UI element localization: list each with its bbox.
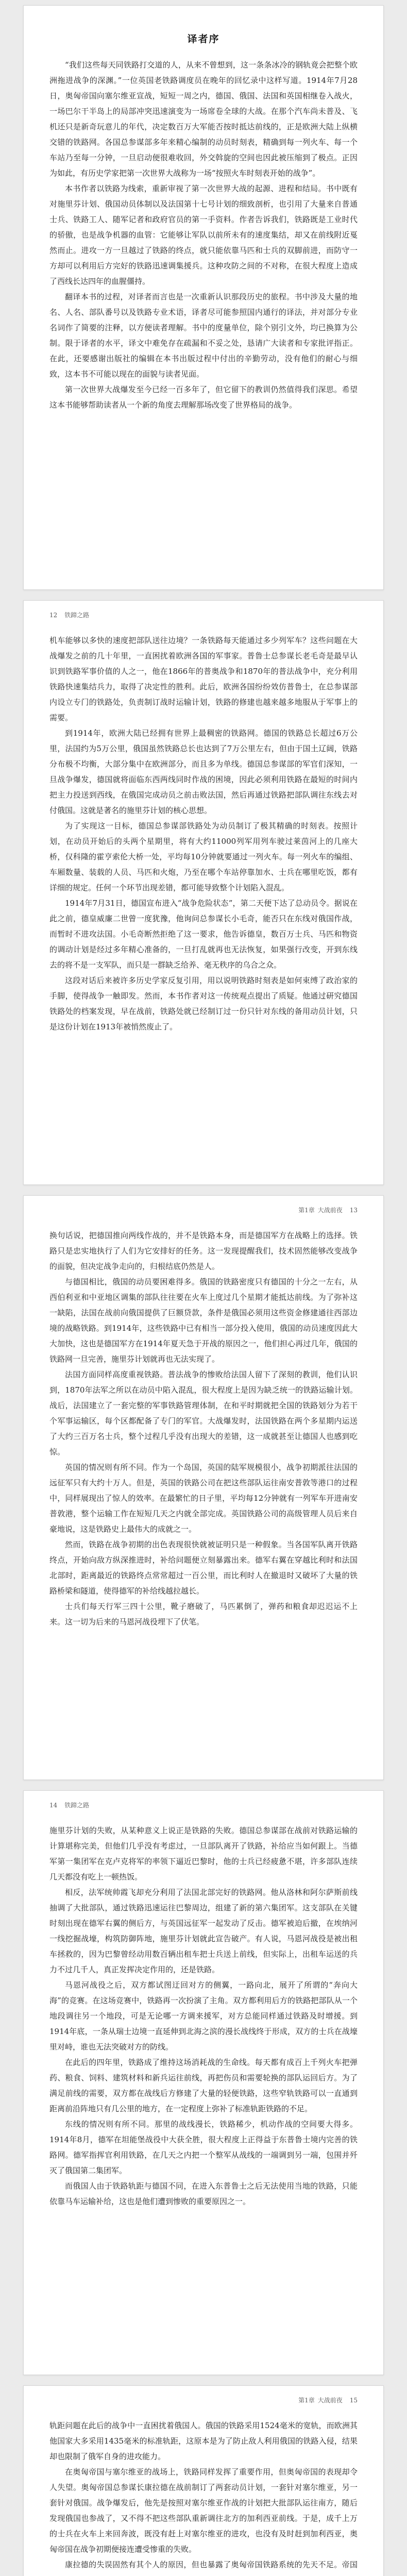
paragraph: 在奥匈帝国与塞尔维亚的战场上，铁路同样发挥了重要作用，但奥匈帝国的表现却令人失望。奥匈帝国总参谋长康拉德在战前制订了两套动员计划，一套针对塞尔维亚，另一套针对俄国。战争爆发后，他先是按照对塞尔维亚作战的计划把大批部队运往南方，随后发现俄国也参战了，又不得不把这些部队重新调往北方的加利西亚前线。于是，成千上万的士兵在火车上来回奔波，既没有赶上对塞尔维亚的进攻，也没有及时赶到加利西亚，奥匈帝国在战争初期便接连遭受惨重的失败。: [49, 2467, 358, 2554]
paragraph: 康拉德的失误固然有其个人的原因，但也暴露了奥匈帝国铁路系统的先天不足。帝国: [65, 2560, 358, 2569]
paragraph: 机车能够以多快的速度把部队送往边境？一条铁路每天能通过多少列军车？这些问题在大战爆发之前的几十年里，一直困扰着欧洲各国的军事家。普鲁士总参谋长老毛奇是最早认识到铁路军事价值的人之一，他在1866年的普奥战争和1870年的普法战争中，充分利用铁路快速集结兵力，取得了决定性的胜利。此后，欧洲各国纷纷效仿普鲁士，在总参谋部内设立专门的铁路处，负责制订战时运输计划，铁路的修建也越来越多地服从于军事上的需要。: [49, 636, 358, 722]
paragraph: 轨距问题在此后的战争中一直困扰着俄国人。俄国的铁路采用1524毫米的宽轨，而欧洲其他国家大多采用1435毫米的标准轨距，这原本是为了防止敌人利用俄国的铁路入侵，结果却也限制了俄军自身的进攻能力。: [49, 2421, 358, 2461]
paragraph: 1914年7月31日，德国宣布进入“战争危险状态”，第二天便下达了总动员令。据说在此之前，德皇威廉二世曾一度犹豫，他询问总参谋长小毛奇，能否只在东线对俄国作战，而暂时不进攻法国。小毛奇断然拒绝了这一要求，他告诉德皇，数百万士兵、马匹和物资的调动计划是经过多年精心准备的，一旦打乱就再也无法恢复，如果强行改变，开到东线去的将不是一支军队，而只是一群缺乏给养、毫无秩序的乌合之众。: [49, 899, 358, 970]
paragraph: “我们这些每天同铁路打交道的人，从来不曾想到，这一条条冰冷的钢轨竟会把整个欧洲拖进战争的深渊。”一位英国老铁路调度员在晚年的回忆录中这样写道。1914年7月28日，奥匈帝国向塞尔维亚宣战，短短一周之内，德国、俄国、法国和英国相继卷入战火，一场巴尔干半岛上的局部冲突迅速演变为一场席卷全球的大战。在那个汽车尚未普及、飞机还只是新奇玩意儿的年代，决定数百万大军能否按时抵达前线的，正是欧洲大陆上纵横交错的铁路网。各国总参谋部多年来精心编制的动员时刻表，精确到每一列火车、每一个车站乃至每一分钟，一旦启动便很难收回，外交斡旋的空间也因此被压缩到了极点。正因为如此，有历史学家把第一次世界大战称为一场“按照火车时刻表开始的战争”。: [49, 60, 358, 178]
paragraph: 英国的情况则有所不同。作为一个岛国，英国的陆军规模很小，战争初期派往法国的远征军只有大约十万人。但是，英国的铁路公司在把这些部队运往南安普敦等港口的过程中，同样展现出了惊人的效率。在最繁忙的日子里，平均每12分钟就有一列军车开进南安普敦港，整个运输工作在短短几天之内就全部完成。英国铁路公司的高级管理人员后来自豪地说，这是铁路史上最伟大的成就之一。: [49, 1463, 358, 1534]
paragraph: 到1914年，欧洲大陆已经拥有世界上最稠密的铁路网。德国的铁路总长超过6万公里，法国约为5万公里，俄国虽然铁路总长也达到了7万公里左右，但由于国土辽阔，铁路分布极不均衡，大部分集中在欧洲部分，而且多为单线。德国总参谋部的军官们深知，一旦战争爆发，德国就将面临东西两线同时作战的困境，因此必须利用铁路在最短的时间内把主力投送到西线，在俄国完成动员之前击败法国，然后再通过铁路把部队调往东线去对付俄国。这就是著名的施里芬计划的核心思想。: [49, 728, 358, 815]
page-body: [49, 633, 358, 1035]
paragraph: 与德国相比，俄国的动员要困难得多。俄国的铁路密度只有德国的十分之一左右，从西伯利亚和中亚地区调集的部队往往要在火车上度过几个星期才能抵达前线。为了弥补这一缺陷，法国在战前向俄国提供了巨额贷款，条件是俄国必须用这些资金修建通往西部边境的战略铁路。到1914年，这些铁路中已有相当一部分投入使用，俄国的动员速度因此大大加快，这也是德国军方在1914年夏天急于开战的原因之一，他们担心再过几年，俄国的铁路网一旦完善，施里芬计划就再也无法实现了。: [49, 1277, 358, 1364]
chapter-number: 第1章: [298, 1207, 315, 1214]
chapter-title: 大战前夜: [317, 1207, 343, 1214]
running-head: [298, 1206, 358, 1214]
paragraph: 这段对话后来被许多历史学家反复引用，用以说明铁路时刻表是如何束缚了政治家的手脚，使得战争一触即发。然而，本书作者对这一传统观点提出了质疑。他通过研究德国铁路处的档案发现，早在战前，铁路处就已经制订过一份只针对东线的备用动员计划，只是这份计划在1913年被悄然废止了。: [49, 976, 358, 1031]
paragraph: 第一次世界大战爆发至今已经一百多年了，但它留下的教训仍然值得我们深思。希望这本书能够帮助读者从一个新的角度去理解那场改变了世界格局的战争。: [49, 385, 358, 410]
paragraph: 马恩河战役之后，双方都试图迂回对方的侧翼，一路向北，展开了所谓的“奔向大海”的竞赛。在这场竞赛中，铁路再一次扮演了主角。双方都利用后方的铁路把部队从一个地段调往另一个地段，可是无论哪一方调来援军，对方总能同样通过铁路及时增援。到1914年底，一条从瑞士边境一直延伸到北海之滨的漫长战线终于形成，双方的士兵在战壕里对峙，谁也无法突破对方的防线。: [49, 1980, 358, 2052]
page-number: 15: [349, 2397, 358, 2404]
running-head: [49, 611, 89, 619]
page-number: 14: [49, 1802, 58, 1809]
paragraph: 翻译本书的过程，对译者而言也是一次重新认识那段历史的旅程。书中涉及大量的地名、人名、部队番号以及铁路专业术语，译者尽可能参照国内通行的译法，并对部分专业名词作了简要的注释，以方便读者理解。书中的度量单位，除个别引文外，均已换算为公制。限于译者的水平，译文中难免存在疏漏和不妥之处，恳请广大读者和专家批评指正。在此，还要感谢出版社的编辑在本书出版过程中付出的辛勤劳动，没有他们的耐心与细致，这本书不可能以现在的面貌与读者见面。: [49, 292, 358, 379]
running-title: 铁蹄之路: [64, 612, 90, 619]
paragraph: 东线的情况则有所不同。那里的战线漫长，铁路稀少，机动作战的空间要大得多。1914年8月，德军在坦能堡战役中大获全胜，很大程度上正得益于东普鲁士境内完善的铁路网。德军指挥官利用铁路，在几天之内把一个整军从战线的一端调到另一端，包围并歼灭了俄国第二集团军。: [49, 2120, 358, 2175]
paragraph: 施里芬计划的失败，从某种意义上说正是铁路的失败。德国总参谋部在战前对铁路运输的计算堪称完美，但他们几乎没有考虑过，一旦部队离开了铁路，补给应当如何跟上。当德军第一集团军在克卢克将军的率领下逼近巴黎时，他的士兵已经疲惫不堪，许多部队连续几天都没有吃上一顿热饭。: [49, 1826, 358, 1882]
paragraph: 相反，法军统帅霞飞却充分利用了法国北部完好的铁路网。他从洛林和阿尔萨斯前线抽调了大批部队，通过铁路迅速运往巴黎周边，组建了新的第六集团军。这支部队在关键时刻出现在德军右翼的侧后方，与英国远征军一起发动了反击。德军被迫后撤，在埃纳河一线挖掘战壕，构筑防御阵地，施里芬计划就此宣告破产。有人说，马恩河战役是被出租车拯救的，因为巴黎曾经动用数百辆出租车把士兵送上前线，但实际上，出租车运送的兵力不过几千人，真正发挥决定作用的，还是铁路。: [49, 1888, 358, 1974]
page-1: [23, 5, 384, 590]
page-title: 译者序: [187, 33, 220, 45]
running-head: [49, 1801, 89, 1809]
page-13: [23, 1195, 384, 1780]
paragraph: 本书作者以铁路为线索，重新审视了第一次世界大战的起源、进程和结局。书中既有对施里芬计划、俄国动员体制以及法国第十七号计划的细致剖析，也引用了大量来自普通士兵、铁路工人、随军记者和政府官员的第一手资料。作者告诉我们，铁路既是工业时代的骄傲，也是战争机器的血管：它能够让军队以前所未有的速度集结，却又在前线附近戛然而止。进攻一方一旦越过了铁路的终点，就只能依靠马匹和士兵的双脚前进，而防守一方却可以利用后方完好的铁路迅速调集援兵。这种攻防之间的不对称，在很大程度上造成了西线长达四年的血腥僵持。: [49, 184, 358, 286]
page-number: 12: [49, 612, 58, 619]
page-body: [49, 57, 358, 413]
paragraph: 然而，铁路在战争初期的出色表现很快就被证明只是一种假象。当各国军队离开铁路终点，开始向敌方纵深推进时，补给问题便立刻暴露出来。德军右翼在穿越比利时和法国北部时，距离最近的铁路终点常常超过一百公里，而比利时人在撤退时又破坏了大量的铁路桥梁和隧道，使得德军的补给线越拉越长。: [49, 1540, 358, 1596]
paragraph: 在此后的四年里，铁路成了维持这场消耗战的生命线。每天都有成百上千列火车把弹药、粮食、饲料、建筑材料和新兵运往前线，再把伤员和需要轮换的部队运回后方。为了满足前线的需要，双方都在战线后方修建了大量的轻便铁路，这些窄轨铁路可以一直通到距离前沿阵地只有几公里的地方，在一定程度上弥补了标准轨距铁路的不足。: [49, 2058, 358, 2113]
paragraph: 换句话说，把德国推向两线作战的，并不是铁路本身，而是德国军方在战略上的选择。铁路只是忠实地执行了人们为它安排好的任务。这一发现提醒我们，技术固然能够改变战争的面貌，但决定战争走向的，归根结底仍然是人。: [49, 1231, 358, 1271]
chapter-title: 大战前夜: [317, 2397, 343, 2404]
page-body: [49, 1823, 358, 2209]
paragraph: 士兵们每天行军三四十公里，靴子磨破了，马匹累倒了，弹药和粮食却迟迟运不上来。这一切为后来的马恩河战役埋下了伏笔。: [49, 1602, 358, 1626]
running-head: [298, 2396, 358, 2404]
page-number: 13: [349, 1207, 358, 1214]
paragraph: 法国方面同样高度重视铁路。普法战争的惨败给法国人留下了深刻的教训，他们认识到，1870年法军之所以在动员中陷入混乱，很大程度上是因为缺乏统一的铁路运输计划。战后，法国建立了一套完整的军事铁路管理体制，在和平时期就把全国的铁路划分为若干个军事运输区，每个区都配备了专门的军官。大战爆发时，法国铁路在两个多星期内运送了大约三百万名士兵，整个过程几乎没有出现大的差错，这一成就甚至让德国人也感到吃惊。: [49, 1370, 358, 1456]
page-12: [23, 600, 384, 1185]
page-14: [23, 1790, 384, 2375]
chapter-number: 第1章: [298, 2397, 315, 2404]
paragraph: 而俄国人由于铁路轨距与德国不同，在进入东普鲁士之后无法使用当地的铁路，只能依靠马车运输补给，这也是他们遭到惨败的重要原因之一。: [49, 2181, 358, 2206]
page-15: [23, 2385, 384, 2576]
page-body: [49, 1228, 358, 1630]
page-body: [49, 2418, 358, 2576]
paragraph: 为了实现这一目标，德国总参谋部铁路处为动员制订了极其精确的时刻表。按照计划，在动员开始后的头两个星期里，将有大约11000列军用列车驶过莱茵河上的几座大桥，仅科隆的霍亨索伦大桥一处，平均每10分钟就要通过一列火车。每一列火车的编组、车厢数量、装载的人员、马匹和火炮，乃至在哪个车站停靠加水、士兵在哪里吃饭，都有详细的规定。任何一个环节出现差错，都可能导致整个计划陷入混乱。: [49, 821, 358, 892]
running-title: 铁蹄之路: [64, 1802, 90, 1809]
